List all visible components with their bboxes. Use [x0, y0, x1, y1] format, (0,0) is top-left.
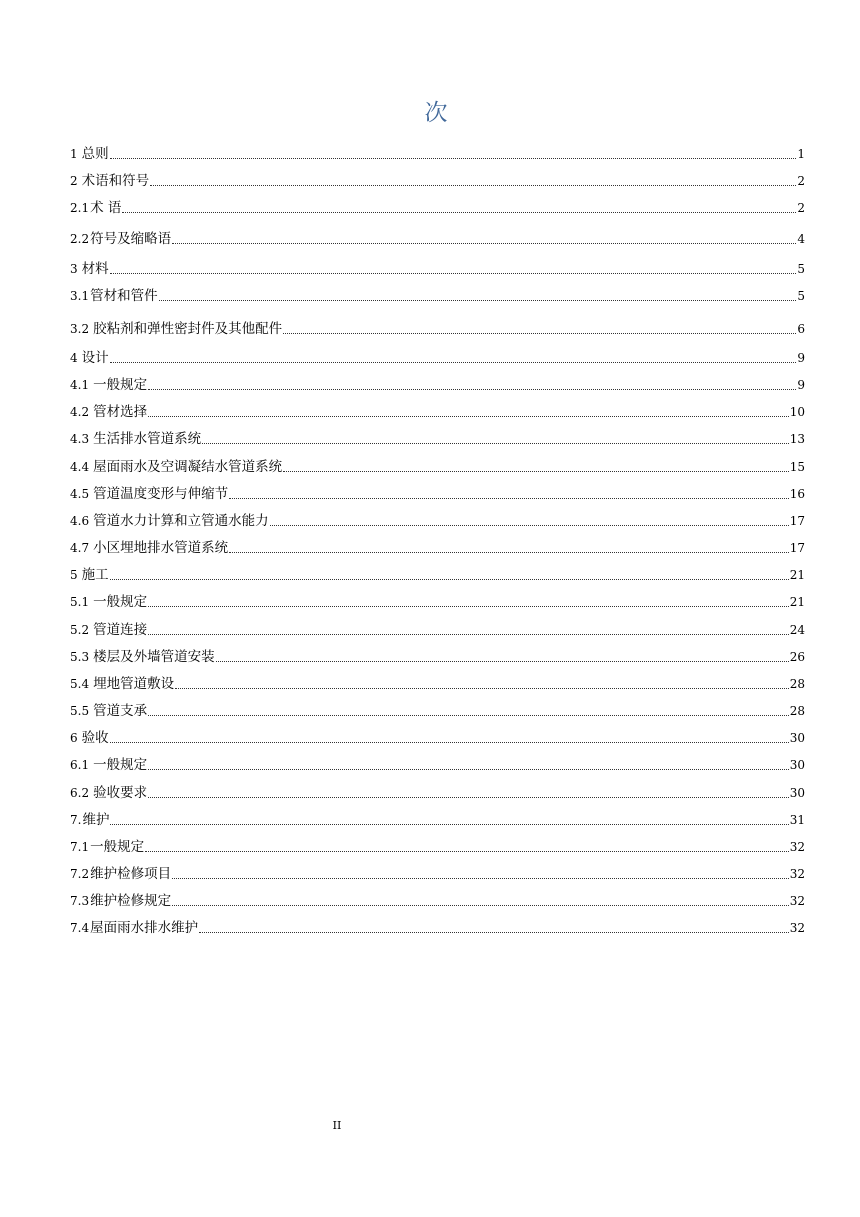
- toc-entry-label: 一般规定: [93, 594, 148, 610]
- toc-dot-leader: [110, 361, 797, 363]
- toc-dot-leader: [283, 470, 789, 472]
- toc-entry-number: 5: [70, 568, 78, 582]
- toc-dot-leader: [148, 415, 789, 417]
- toc-entry[interactable]: [70, 590, 805, 610]
- toc-entry-number: 2: [70, 174, 78, 188]
- toc-entry[interactable]: [70, 753, 805, 773]
- toc-entry[interactable]: [70, 889, 805, 909]
- toc-entry-page: 6: [797, 322, 805, 336]
- toc-entry-label: 维护检修规定: [90, 893, 172, 909]
- toc-entry-page: 16: [789, 487, 805, 501]
- toc-entry[interactable]: [70, 427, 805, 447]
- toc-dot-leader: [229, 551, 789, 553]
- toc-entry-page: 9: [797, 351, 805, 365]
- toc-entry-page: 17: [789, 541, 805, 555]
- toc-entry-number: 4.4: [70, 460, 90, 474]
- toc-entry[interactable]: [70, 699, 805, 719]
- toc-entry-number: 4.3: [70, 432, 90, 446]
- toc-entry-page: 31: [789, 813, 805, 827]
- toc-entry-page: 13: [789, 432, 805, 446]
- toc-entry[interactable]: [70, 169, 805, 189]
- toc-entry-label: 管材选择: [93, 404, 148, 420]
- toc-entry[interactable]: [70, 482, 805, 502]
- toc-entry-page: 21: [789, 568, 805, 582]
- toc-entry-page: 30: [789, 731, 805, 745]
- toc-entry-page: 32: [789, 840, 805, 854]
- toc-dot-leader: [110, 823, 788, 825]
- toc-entry[interactable]: [70, 808, 805, 828]
- toc-entry-page: 15: [789, 460, 805, 474]
- toc-dot-leader: [148, 796, 789, 798]
- toc-entry-label: 屋面雨水及空调凝结水管道系统: [93, 459, 283, 475]
- toc-entry-page: 9: [797, 378, 805, 392]
- toc-entry[interactable]: [70, 862, 805, 882]
- toc-entry-label: 施工: [81, 567, 109, 583]
- toc-dot-leader: [110, 578, 789, 580]
- toc-dot-leader: [270, 524, 789, 526]
- toc-entry-number: 6: [70, 731, 78, 745]
- toc-entry-number: 4.6: [70, 514, 90, 528]
- toc-entry-number: 3.2: [70, 322, 90, 336]
- toc-entry-label: 生活排水管道系统: [93, 431, 202, 447]
- toc-entry[interactable]: [70, 618, 805, 638]
- toc-entry-page: 24: [789, 623, 805, 637]
- toc-entry[interactable]: [70, 672, 805, 692]
- toc-entry-number: 5.1: [70, 595, 90, 609]
- toc-entry[interactable]: [70, 509, 805, 529]
- toc-entry-number: 2.1: [70, 201, 90, 215]
- toc-entry-label: 验收要求: [93, 785, 148, 801]
- toc-entry-number: 5.2: [70, 623, 90, 637]
- toc-dot-leader: [216, 660, 789, 662]
- toc-dot-leader: [148, 388, 796, 390]
- toc-entry-label: 管道温度变形与伸缩节: [93, 486, 229, 502]
- toc-entry-number: 5.4: [70, 677, 90, 691]
- toc-entry[interactable]: [70, 227, 805, 247]
- toc-entry-label: 一般规定: [90, 839, 145, 855]
- toc-entry-label: 维护检修项目: [90, 866, 172, 882]
- toc-dot-leader: [110, 272, 797, 274]
- toc-entry-number: 6.2: [70, 786, 90, 800]
- toc-entry-number: 4.2: [70, 405, 90, 419]
- toc-entry-label: 验收: [81, 730, 109, 746]
- toc-dot-leader: [148, 605, 789, 607]
- toc-entry-page: 21: [789, 595, 805, 609]
- toc-entry-page: 32: [789, 921, 805, 935]
- toc-entry-label: 小区埋地排水管道系统: [93, 540, 229, 556]
- toc-entry-label: 材料: [81, 261, 109, 277]
- toc-dot-leader: [172, 904, 789, 906]
- page-title: 次: [424, 100, 448, 126]
- toc-entry-page: 30: [789, 786, 805, 800]
- toc-entry-number: 7.3: [70, 894, 90, 908]
- toc-entry[interactable]: [70, 400, 805, 420]
- toc-entry[interactable]: [70, 257, 805, 277]
- toc-entry-label: 埋地管道敷设: [93, 676, 175, 692]
- toc-entry[interactable]: [70, 142, 805, 162]
- toc-dot-leader: [202, 442, 789, 444]
- toc-entry-label: 总则: [81, 146, 109, 162]
- toc-dot-leader: [122, 211, 796, 213]
- footer-page-number: II: [332, 1119, 342, 1132]
- toc-dot-leader: [150, 184, 796, 186]
- toc-entry-label: 胶粘剂和弹性密封件及其他配件: [93, 321, 283, 337]
- toc-entry[interactable]: [70, 916, 805, 936]
- toc-entry-number: 7.4: [70, 921, 90, 935]
- toc-entry-label: 管材和管件: [90, 288, 158, 304]
- toc-dot-leader: [110, 741, 789, 743]
- toc-entry[interactable]: [70, 536, 805, 556]
- toc-entry-label: 术语和符号: [81, 173, 150, 189]
- toc-dot-leader: [175, 687, 789, 689]
- toc-dot-leader: [159, 299, 797, 301]
- toc-entry-number: 1: [70, 147, 78, 161]
- toc-entry-number: 4.5: [70, 487, 90, 501]
- toc-entry-number: 3.1: [70, 289, 90, 303]
- toc-entry[interactable]: [70, 645, 805, 665]
- toc-entry-number: 4: [70, 351, 78, 365]
- toc-entry-label: 管道连接: [93, 622, 148, 638]
- toc-entry[interactable]: [70, 835, 805, 855]
- toc-entry-page: 5: [797, 289, 805, 303]
- toc-entry-page: 10: [789, 405, 805, 419]
- toc-entry-page: 30: [789, 758, 805, 772]
- toc-entry-page: 2: [797, 174, 805, 188]
- toc-dot-leader: [172, 242, 796, 244]
- toc-entry-label: 管道水力计算和立管通水能力: [93, 513, 269, 529]
- toc-entry-page: 32: [789, 867, 805, 881]
- toc-entry-page: 26: [789, 650, 805, 664]
- toc-entry-number: 3: [70, 262, 78, 276]
- toc-entry-page: 28: [789, 704, 805, 718]
- toc-entry-page: 4: [797, 232, 805, 246]
- toc-entry-number: 4.1: [70, 378, 90, 392]
- toc-entry[interactable]: [70, 455, 805, 475]
- toc-entry-number: 7.: [70, 813, 82, 827]
- toc-entry-label: 设计: [81, 350, 109, 366]
- toc-entry[interactable]: [70, 373, 805, 393]
- toc-dot-leader: [148, 768, 789, 770]
- toc-entry[interactable]: [70, 563, 805, 583]
- toc-dot-leader: [148, 633, 789, 635]
- toc-entry-page: 2: [797, 201, 805, 215]
- toc-dot-leader: [199, 931, 789, 933]
- toc-entry-number: 5.3: [70, 650, 90, 664]
- toc-entry-label: 一般规定: [93, 377, 148, 393]
- toc-entry-page: 1: [797, 147, 805, 161]
- toc-entry-page: 17: [789, 514, 805, 528]
- toc-entry-number: 5.5: [70, 704, 90, 718]
- toc-entry-label: 术 语: [90, 200, 122, 216]
- toc-entry-number: 7.1: [70, 840, 90, 854]
- toc-entry-page: 28: [789, 677, 805, 691]
- toc-entry-label: 楼层及外墙管道安装: [93, 649, 215, 665]
- toc-entry[interactable]: [70, 317, 805, 337]
- toc-entry[interactable]: [70, 781, 805, 801]
- toc-entry[interactable]: [70, 726, 805, 746]
- toc-dot-leader: [148, 714, 789, 716]
- toc-entry-label: 屋面雨水排水维护: [90, 920, 199, 936]
- toc-dot-leader: [110, 157, 797, 159]
- toc-entry[interactable]: [70, 346, 805, 366]
- toc-entry-label: 一般规定: [93, 757, 148, 773]
- toc-entry-page: 32: [789, 894, 805, 908]
- toc-entry[interactable]: [70, 284, 805, 304]
- toc-entry-label: 维护: [82, 812, 110, 828]
- toc-entry-page: 5: [797, 262, 805, 276]
- toc-entry-number: 7.2: [70, 867, 90, 881]
- toc-entry-number: 4.7: [70, 541, 90, 555]
- toc-entry-number: 2.2: [70, 232, 90, 246]
- toc-dot-leader: [145, 850, 789, 852]
- toc-entry[interactable]: [70, 196, 805, 216]
- toc-dot-leader: [172, 877, 789, 879]
- toc-dot-leader: [283, 332, 796, 334]
- toc-entry-number: 6.1: [70, 758, 90, 772]
- toc-dot-leader: [229, 497, 789, 499]
- toc-entry-label: 符号及缩略语: [90, 231, 172, 247]
- toc-entry-label: 管道支承: [93, 703, 148, 719]
